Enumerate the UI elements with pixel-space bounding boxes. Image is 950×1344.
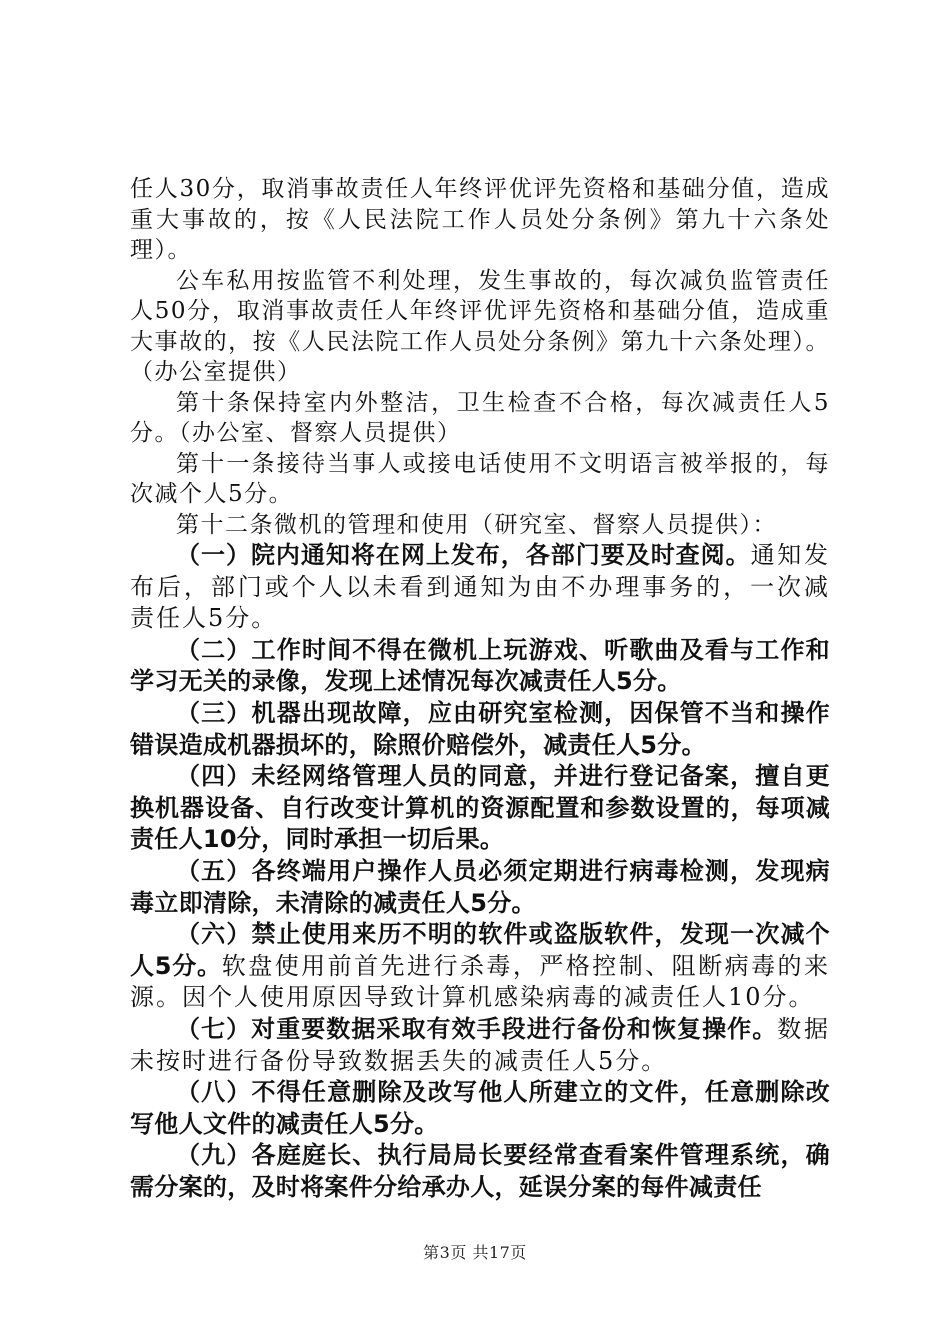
item-8-main: （八）不得任意删除及改写他人所建立的文件，任意删除改写他人文件的减责任人5分。	[130, 1078, 830, 1138]
item-6-main: （六）禁止使用来历不明的软件或盗版软件，发现一次减个人5分。	[130, 920, 830, 980]
item-1-detail: 通知发布后，部门或个人以未看到通知为由不办理事务的，一次减责任人5分。	[130, 541, 830, 633]
item-9-main: （九）各庭庭长、执行局局长要经常查看案件管理系统，确需分案的，及时将案件分给承办人，延误分案的每件减责任	[130, 1141, 830, 1201]
list-item-7	[130, 1014, 830, 1077]
item-7-main: （七）对重要数据采取有效手段进行备份和恢复操作。	[176, 1014, 778, 1043]
list-item-3	[130, 698, 830, 761]
list-item-8	[130, 1077, 830, 1140]
item-7-detail: 数据未按时进行备份导致数据丢失的减责任人5分。	[130, 1014, 831, 1075]
list-item-9	[130, 1140, 830, 1203]
list-item-2	[130, 635, 830, 698]
item-2-main: （二）工作时间不得在微机上玩游戏、听歌曲及看与工作和学习无关的录像，发现上述情况每次减责任人5分。	[130, 635, 830, 696]
page-number-footer: 第3页 共17页	[423, 1243, 527, 1262]
item-6-detail: 软盘使用前首先进行杀毒，严格控制、阻断病毒的来源。因个人使用原因导致计算机感染病毒的减责任人10分。	[130, 951, 830, 1012]
paragraph-article-10: 第十条保持室内外整洁，卫生检查不合格，每次减责任人5分。（办公室、督察人员提供）	[130, 389, 830, 446]
paragraph-continuation: 任人30分，取消事故责任人年终评优评先资格和基础分值，造成重大事故的，按《人民法院工作人员处分条例》第九十六条处理）。	[130, 176, 830, 263]
paragraph-official-car: 公车私用按监管不利处理，发生事故的，每次减负监管责任人50分，取消事故责任人年终评优评先资格和基础分值，造成重大事故的，按《人民法院工作人员处分条例》第九十六条处理）。（办公室提供）	[130, 267, 830, 385]
item-1-main: （一）院内通知将在网上发布，各部门要及时查阅。	[176, 541, 751, 569]
list-item-1	[130, 540, 830, 635]
paragraph-article-12: 第十二条微机的管理和使用（研究室、督察人员提供）：	[176, 511, 777, 538]
document-body	[130, 174, 830, 1203]
paragraph-article-11: 第十一条接待当事人或接电话使用不文明语言被举报的，每次减个人5分。	[130, 450, 830, 507]
item-3-main: （三）机器出现故障，应由研究室检测，因保管不当和操作错误造成机器损坏的，除照价赔偿外，减责任人5分。	[130, 698, 830, 759]
list-item-6	[130, 919, 830, 1014]
item-4-main: （四）未经网络管理人员的同意，并进行登记备案，擅自更换机器设备、自行改变计算机的资源配置和参数设置的，每项减责任人10分，同时承担一切后果。	[130, 762, 830, 854]
list-item-4	[130, 761, 830, 856]
item-5-main: （五）各终端用户操作人员必须定期进行病毒检测，发现病毒立即清除，未清除的减责任人5分。	[130, 856, 830, 917]
list-item-5	[130, 856, 830, 919]
